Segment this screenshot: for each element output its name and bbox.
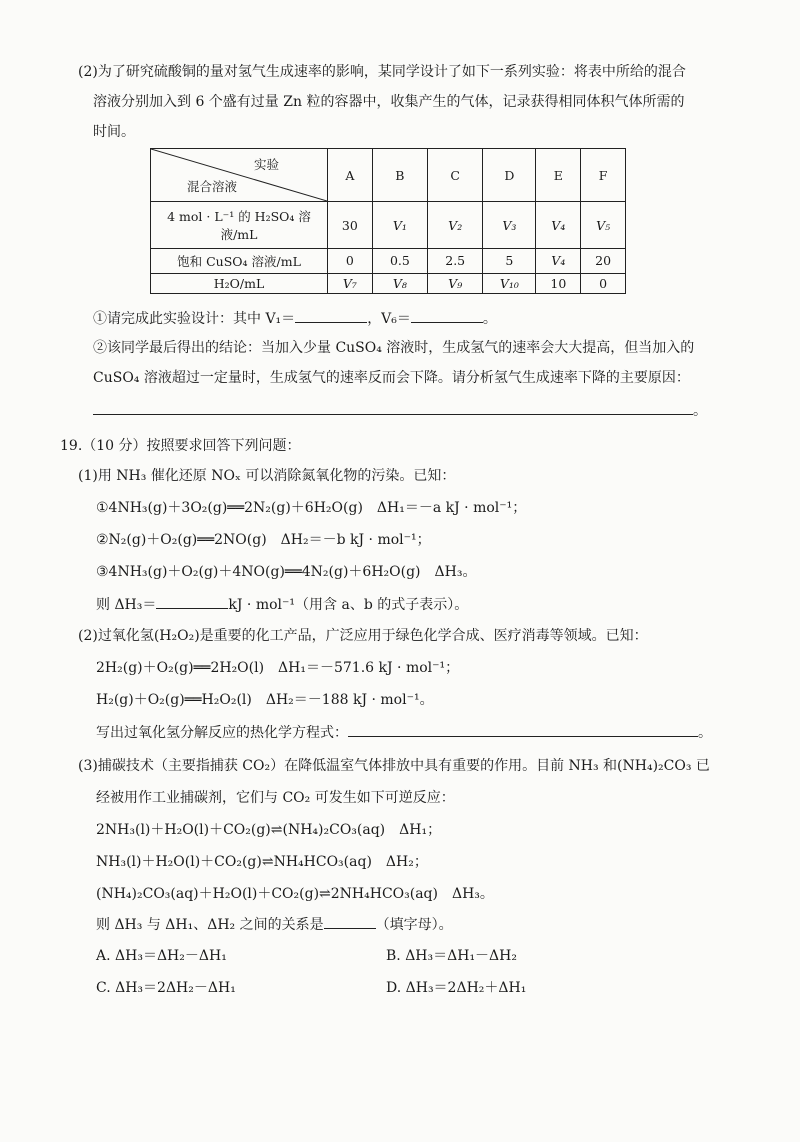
q18-sub2-line1: ②该同学最后得出的结论：当加入少量 CuSO₄ 溶液时，生成氢气的速率会大大提高，但当加入的 xyxy=(93,340,695,356)
q18-sub2-answer xyxy=(93,400,707,421)
q19-p2-question xyxy=(96,722,712,743)
q19-p2-intro: (2)过氧化氢(H₂O₂)是重要的化工产品，广泛应用于绿色化学合成、医疗消毒等领域。已知： xyxy=(78,628,648,644)
sub1-prefix: ①请完成此实验设计：其中 V₁＝ xyxy=(93,311,296,327)
table-cell: V₃ xyxy=(483,202,536,249)
table-cell: 20 xyxy=(581,249,626,273)
table-cell: 30 xyxy=(328,202,373,249)
corner-top-label: 实验 xyxy=(253,157,279,172)
column-header: B xyxy=(372,149,427,202)
table-cell: 10 xyxy=(536,273,581,293)
option-b[interactable]: B. ΔH₃＝ΔH₁－ΔH₂ xyxy=(386,948,517,964)
table-cell: V₈ xyxy=(372,273,427,293)
q19-p3-question xyxy=(96,914,453,935)
q19-p3-eq3: (NH₄)₂CO₃(aq)＋H₂O(l)＋CO₂(g)⇌2NH₄HCO₃(aq) ΔH₃。 xyxy=(96,886,494,902)
q19-p3-eq1: 2NH₃(l)＋H₂O(l)＋CO₂(g)⇌(NH₄)₂CO₃(aq) ΔH₁； xyxy=(96,822,442,838)
table-cell: V₁₀ xyxy=(483,273,536,293)
row-label: H₂O/mL xyxy=(151,273,328,293)
table-cell: V₅ xyxy=(581,202,626,249)
table-cell: 2.5 xyxy=(428,249,483,273)
table-cell: V₇ xyxy=(328,273,373,293)
q18-intro-line3: 时间。 xyxy=(93,124,135,140)
table-row xyxy=(151,202,626,249)
table-cell: 0 xyxy=(328,249,373,273)
column-header: D xyxy=(483,149,536,202)
table-cell: V₄ xyxy=(536,249,581,273)
answer-blank-reason[interactable] xyxy=(93,400,693,415)
q19-p1-eq2: ②N₂(g)＋O₂(g)══2NO(g) ΔH₂＝－b kJ · mol⁻¹； xyxy=(96,532,431,548)
q18-intro-line2: 溶液分别加入到 6 个盛有过量 Zn 粒的容器中，收集产生的气体，记录获得相同体积气体所需的 xyxy=(93,94,685,110)
table-cell: V₁ xyxy=(372,202,427,249)
column-header: F xyxy=(581,149,626,202)
q19-p3-line1: (3)捕碳技术（主要指捕获 CO₂）在降低温室气体排放中具有重要的作用。目前 NH₃ 和(NH₄)₂CO₃ 已 xyxy=(78,758,710,774)
sub1-end: 。 xyxy=(482,311,497,327)
answer-blank-v1[interactable] xyxy=(295,308,367,323)
table-cell: V₉ xyxy=(428,273,483,293)
option-c[interactable]: C. ΔH₃＝2ΔH₂－ΔH₁ xyxy=(96,980,236,996)
table-cell: 0.5 xyxy=(372,249,427,273)
row-label: 饱和 CuSO₄ 溶液/mL xyxy=(151,249,328,273)
table-row xyxy=(151,249,626,273)
p3-q-suffix: （填字母）。 xyxy=(375,917,453,933)
table-row xyxy=(151,273,626,293)
p3-q-prefix: 则 ΔH₃ 与 ΔH₁、ΔH₂ 之间的关系是 xyxy=(96,917,324,933)
column-header: C xyxy=(428,149,483,202)
table-cell: 0 xyxy=(581,273,626,293)
p2-q-prefix: 写出过氧化氢分解反应的热化学方程式： xyxy=(96,725,348,741)
q19-p1-intro: (1)用 NH₃ 催化还原 NOₓ 可以消除氮氧化物的污染。已知： xyxy=(78,468,456,484)
option-a[interactable]: A. ΔH₃＝ΔH₂－ΔH₁ xyxy=(96,948,227,964)
q18-intro-line1: (2)为了研究硫酸铜的量对氢气生成速率的影响，某同学设计了如下一系列实验：将表中所给的混合 xyxy=(78,64,686,80)
table-cell: 5 xyxy=(483,249,536,273)
option-d[interactable]: D. ΔH₃＝2ΔH₂＋ΔH₁ xyxy=(386,980,527,996)
p2-q-end: 。 xyxy=(698,725,712,741)
table-cell: V₂ xyxy=(428,202,483,249)
answer-blank-choice[interactable] xyxy=(324,914,376,929)
q19-p1-question xyxy=(96,594,468,615)
table-cell: V₄ xyxy=(536,202,581,249)
q19-p1-eq1: ①4NH₃(g)＋3O₂(g)══2N₂(g)＋6H₂O(g) ΔH₁＝－a kJ · mol⁻¹； xyxy=(96,500,527,516)
p1-q-suffix: kJ · mol⁻¹（用含 a、b 的式子表示）。 xyxy=(228,597,469,613)
answer-blank-dh3[interactable] xyxy=(156,594,228,609)
p1-q-prefix: 则 ΔH₃＝ xyxy=(96,597,157,613)
q19-p3-eq2: NH₃(l)＋H₂O(l)＋CO₂(g)⇌NH₄HCO₃(aq) ΔH₂； xyxy=(96,854,428,870)
q19-p2-eq1: 2H₂(g)＋O₂(g)══2H₂O(l) ΔH₁＝－571.6 kJ · mol⁻¹； xyxy=(96,660,460,676)
q19-header: 19.（10 分）按照要求回答下列问题： xyxy=(60,438,301,454)
q19-p3-line2: 经被用作工业捕碳剂，它们与 CO₂ 可发生如下可逆反应： xyxy=(96,790,455,806)
answer-blank-thermo-eq[interactable] xyxy=(348,722,698,737)
corner-bottom-label: 混合溶液 xyxy=(187,179,238,194)
sub1-mid: ，V₆＝ xyxy=(367,311,411,327)
q18-sub1 xyxy=(93,308,497,329)
column-header: E xyxy=(536,149,581,202)
q19-p1-eq3: ③4NH₃(g)＋O₂(g)＋4NO(g)══4N₂(g)＋6H₂O(g) ΔH₃。 xyxy=(96,564,477,580)
q19-p2-eq2: H₂(g)＋O₂(g)══H₂O₂(l) ΔH₂＝－188 kJ · mol⁻¹。 xyxy=(96,692,434,708)
diagonal-line xyxy=(151,149,327,201)
sub2-end: 。 xyxy=(693,403,707,419)
table-header-row xyxy=(151,149,626,202)
experiment-table xyxy=(150,148,626,294)
table-corner-cell xyxy=(151,149,328,202)
row-label: 4 mol · L⁻¹ 的 H₂SO₄ 溶液/mL xyxy=(151,202,328,249)
q18-sub2-line2: CuSO₄ 溶液超过一定量时，生成氢气的速率反而会下降。请分析氢气生成速率下降的主要原因： xyxy=(93,370,690,386)
column-header: A xyxy=(328,149,373,202)
answer-blank-v6[interactable] xyxy=(411,308,483,323)
